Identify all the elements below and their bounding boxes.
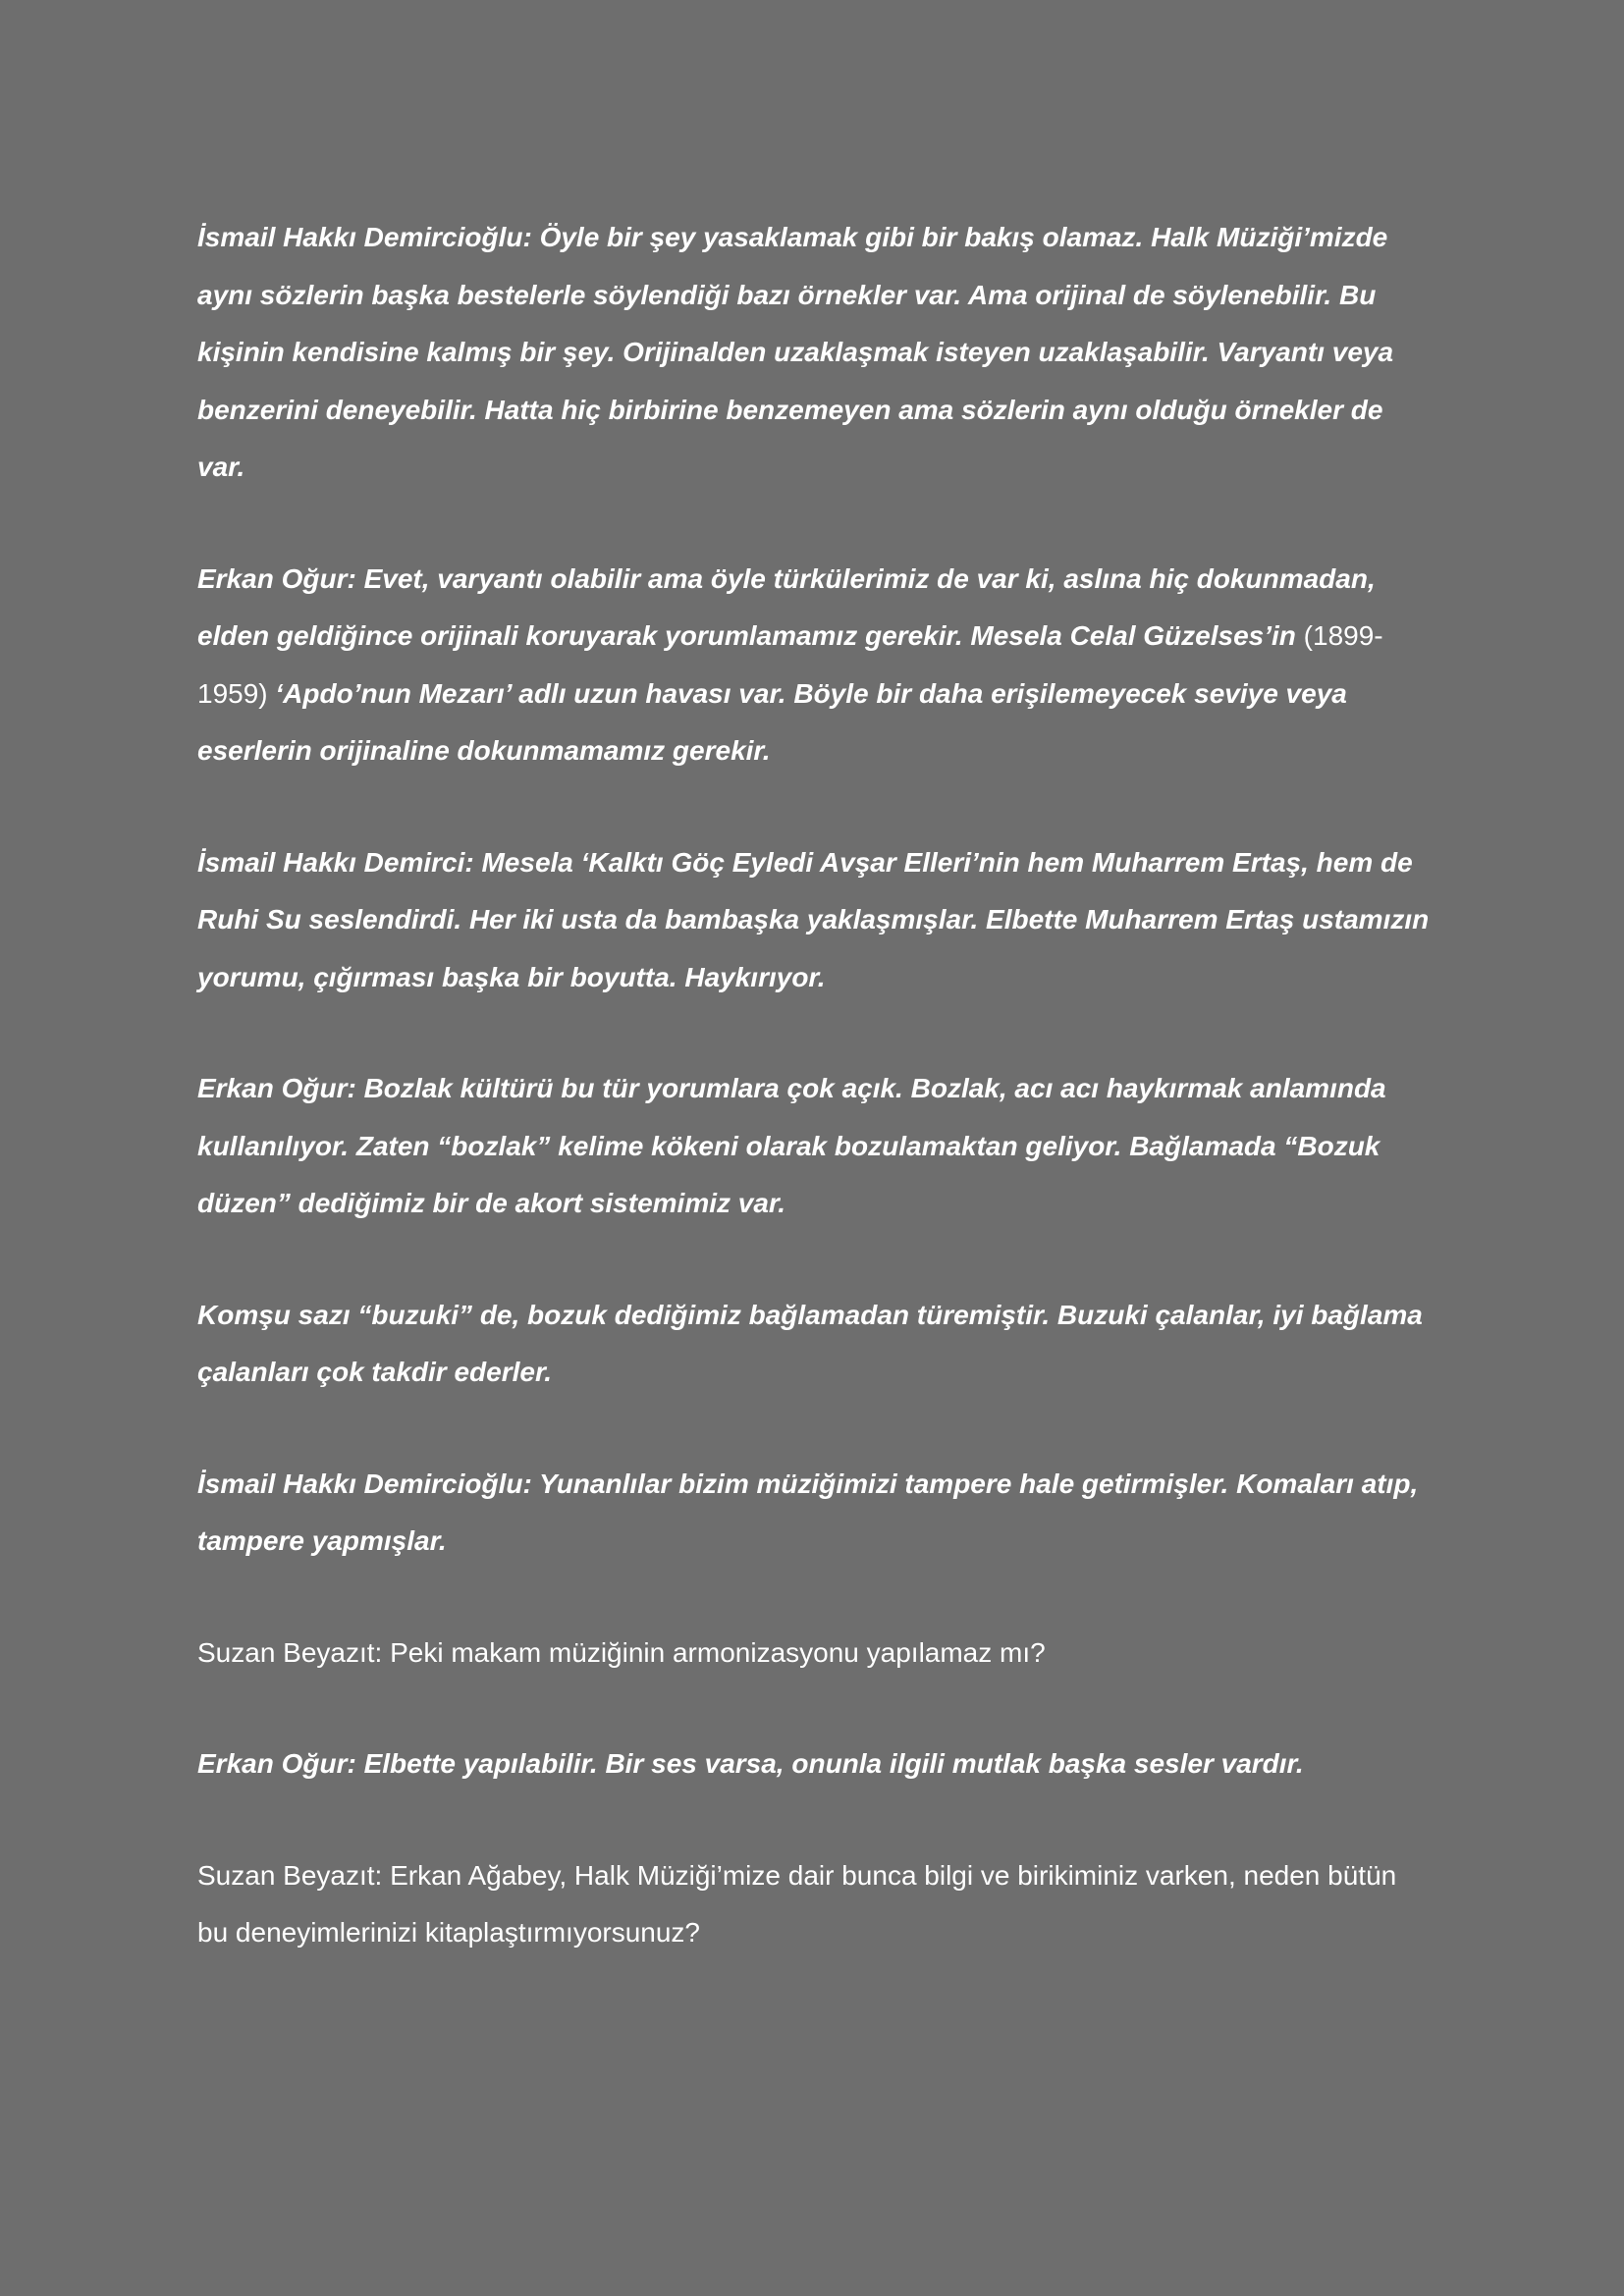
paragraph-text: İsmail Hakkı Demircioğlu: Öyle bir şey yasaklamak gibi bir bakış olamaz. Halk Müziği’mizde aynı sözlerin başka bestelerle söylendiği bazı örnekler var. Ama orijinal de söylenebilir. Bu kişinin kendisine kalmış bir şey. Orijinalden uzaklaşmak isteyen uzaklaşabilir. Varyantı veya benzerini deneyebilir. Hatta hiç birbirine benzemeyen ama sözlerin aynı olduğu örnekler de var. [197, 222, 1394, 482]
paragraph-text: Erkan Oğur: Evet, varyantı olabilir ama öyle türkülerimiz de var ki, aslına hiç dokunmadan, elden geldiğince orijinali koruyarak yorumlamamız gerekir. Mesela Celal Güzelses’in [197, 562, 1376, 651]
paragraph-text-dates: (1899-1959) [197, 620, 1383, 709]
paragraph-ogur-2 [197, 1060, 1435, 1233]
paragraph-text: İsmail Hakkı Demircioğlu: Yunanlılar bizim müziğimizi tampere hale getirmişler. Komaları atıp, tampere yapmışlar. [197, 1468, 1419, 1556]
text-column [197, 209, 1435, 2016]
paragraph-text: ‘Apdo’nun Mezarı’ adlı uzun havası var. Böyle bir daha erişilemeyecek seviye veya eserlerin orijinaline dokunmamamız gerekir. [197, 677, 1347, 766]
paragraph-ogur-3 [197, 1735, 1435, 1793]
paragraph-text: Suzan Beyazıt: Erkan Ağabey, Halk Müziği’mize dair bunca bilgi ve birikiminiz varken, neden bütün bu deneyimlerinizi kitaplaştırmıyorsunuz? [197, 1859, 1397, 1948]
paragraph-text: Komşu sazı “buzuki” de, bozuk dediğimiz bağlamadan türemiştir. Buzuki çalanlar, iyi bağlama çalanları çok takdir ederler. [197, 1299, 1423, 1387]
paragraph-text: Erkan Oğur: Elbette yapılabilir. Bir ses varsa, onunla ilgili mutlak başka sesler vardır. [197, 1748, 1304, 1779]
paragraph-demircioglu-3 [197, 1456, 1435, 1571]
paragraph-demircioglu-1 [197, 209, 1435, 497]
paragraph-beyazit-1 [197, 1625, 1435, 1682]
paragraph-demirci-2 [197, 834, 1435, 1007]
paragraph-ogur-1 [197, 551, 1435, 780]
paragraph-text: Suzan Beyazıt: Peki makam müziğinin armonizasyonu yapılamaz mı? [197, 1636, 1046, 1668]
paragraph-komsu-sazi [197, 1287, 1435, 1402]
paragraph-beyazit-2 [197, 1847, 1435, 1962]
paragraph-text: İsmail Hakkı Demirci: Mesela ‘Kalktı Göç Eyledi Avşar Elleri’nin hem Muharrem Ertaş, hem de Ruhi Su seslendirdi. Her iki usta da bambaşka yaklaşmışlar. Elbette Muharrem Ertaş ustamızın yorumu, çığırması başka bir boyutta. Haykırıyor. [197, 846, 1430, 992]
paragraph-text: Erkan Oğur: Bozlak kültürü bu tür yorumlara çok açık. Bozlak, acı acı haykırmak anlamında kullanılıyor. Zaten “bozlak” kelime kökeni olarak bozulamaktan geliyor. Bağlamada “Bozuk düzen” dediğimiz bir de akort sistemimiz var. [197, 1073, 1386, 1218]
